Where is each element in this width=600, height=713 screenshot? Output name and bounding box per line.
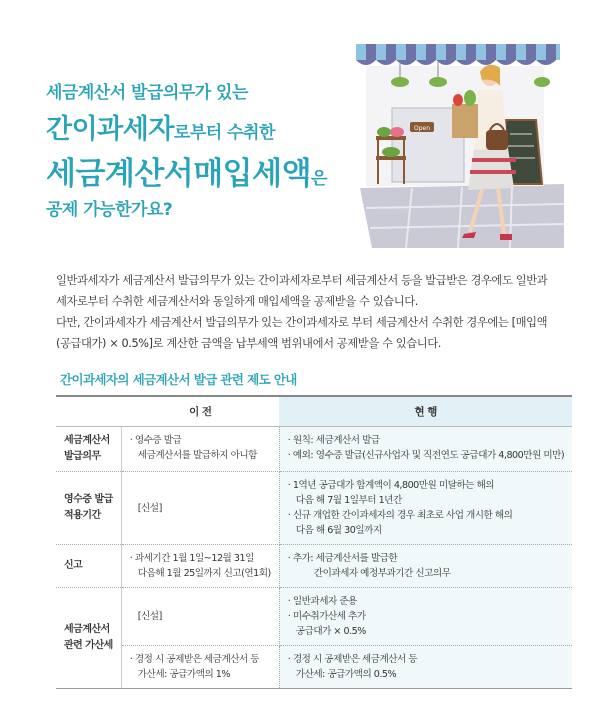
- body-text: [56, 270, 556, 354]
- row-category: 세금계산서 발급의무: [56, 427, 121, 472]
- row-current: · 1역년 공급대가 합계액이 4,800만원 미달하는 해의 다음 해 7월 1일부터 1년간 · 신규 개업한 간이과세자의 경우 최초로 사업 개시한 해의 다음 해 6월 30일까지: [279, 472, 572, 545]
- row-current: · 일반과세자 준용 · 미수취가산세 추가 공급대가 × 0.5%: [279, 588, 572, 646]
- table-row: [56, 545, 572, 588]
- row-category: 영수증 발급 적용기간: [56, 472, 121, 545]
- shop-sign: Open: [413, 125, 431, 132]
- paragraph-1: 일반과세자가 세금계산서 발급의무가 있는 간이과세자로부터 세금계산서 등을 발급받은 경우에도 일반과세자로부터 수취한 세금계산서와 동일하게 매입세액을 공제받을 수 있습니다.: [56, 274, 548, 308]
- section-title: 간이과세자의 세금계산서 발급 관련 제도 안내: [60, 372, 297, 387]
- header-current: 현 행: [279, 396, 572, 427]
- row-category: 신고: [56, 545, 121, 588]
- row-current: · 경정 시 공제받은 세금계산서 등 가산세: 공급가액의 0.5%: [279, 646, 572, 689]
- headline-emphasis-2: 세금계산서매입세액: [46, 156, 312, 192]
- shopping-woman-illustration: [352, 38, 564, 248]
- headline-line-2-rest: 로부터 수취한: [173, 123, 275, 143]
- row-current: · 추가: 세금계산서를 발급한 간이과세자 예정부과기간 신고의무: [279, 545, 572, 588]
- headline-emphasis-1: 간이과세자: [46, 114, 174, 145]
- row-before: · 영수증 발급 세금계산서를 발급하지 아니함: [121, 427, 279, 472]
- headline-line-3-rest: 은: [311, 169, 327, 189]
- header-before: 이 전: [121, 396, 279, 427]
- table-row: [56, 588, 572, 646]
- table-row: [56, 427, 572, 472]
- hero-section: [0, 0, 600, 260]
- headline-line-4: 공제 가능한가요?: [46, 200, 173, 220]
- headline: [46, 78, 346, 220]
- header-category: [56, 396, 121, 427]
- system-guide-table: [56, 395, 572, 689]
- paragraph-2: 다만, 간이과세자가 세금계산서 발급의무가 있는 간이과세자로 부터 세금계산서 수취한 경우에는 [매입액(공급대가) × 0.5%]로 계산한 금액을 납부세액 범위내에서 공제받을 수 있습니다.: [56, 316, 548, 350]
- table-header-row: [56, 396, 572, 427]
- row-before: · 과세기간 1월 1일~12월 31일 다음해 1월 25일까지 신고(연1회): [121, 545, 279, 588]
- table-row: [56, 472, 572, 545]
- row-before: [신설]: [121, 588, 279, 646]
- row-before: · 경정 시 공제받은 세금계산서 등 가산세: 공급가액의 1%: [121, 646, 279, 689]
- row-before: [신설]: [121, 472, 279, 545]
- headline-line-3: [46, 148, 346, 193]
- row-category: 세금계산서 관련 가산세: [56, 588, 121, 689]
- row-current: · 원칙: 세금계산서 발급 · 예외: 영수증 발급(신규사업자 및 직전연도 공급대가 4,800만원 미만): [279, 427, 572, 472]
- headline-line-2: [46, 107, 346, 146]
- headline-line-1: 세금계산서 발급의무가 있는: [46, 83, 248, 103]
- table-row: [56, 646, 572, 689]
